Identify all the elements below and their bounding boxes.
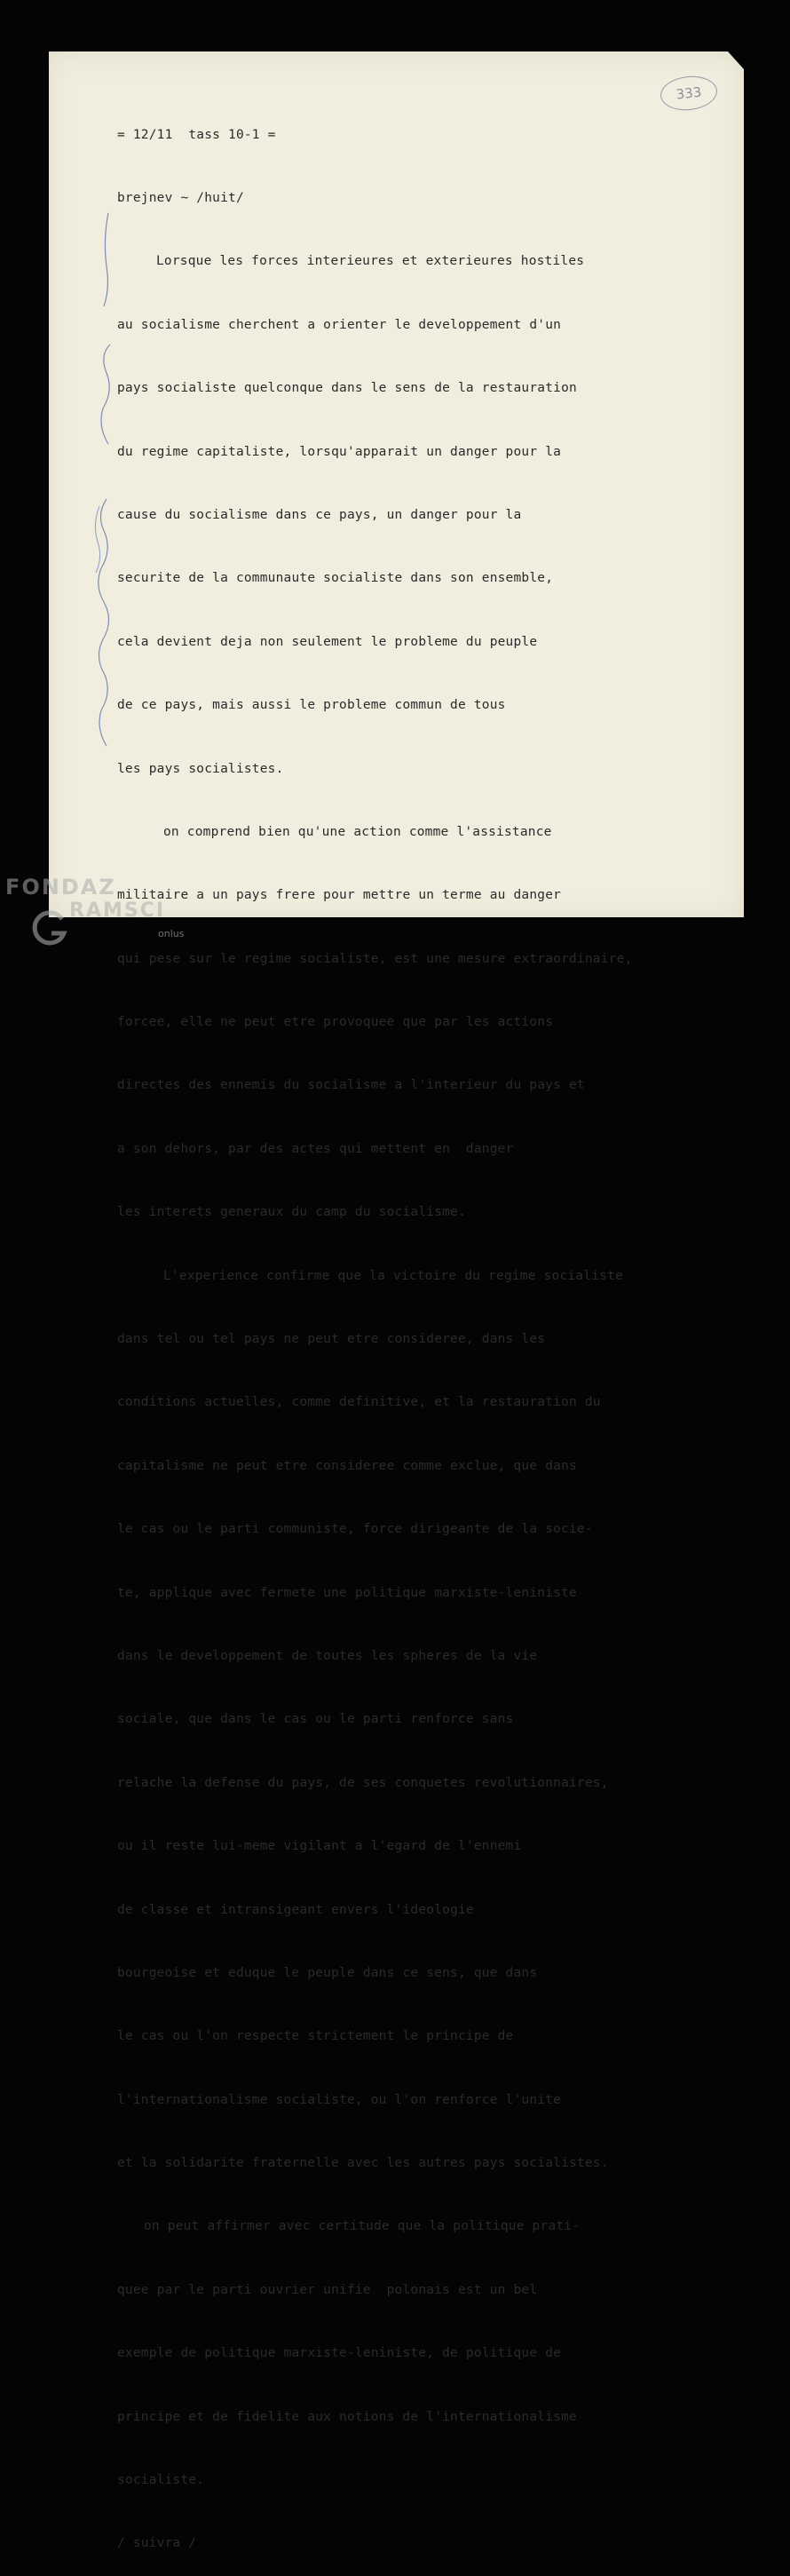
text-line: conditions actuelles, comme definitive, et la restauration du — [117, 1395, 601, 1410]
text-line: principe et de fidelite aux notions de l'internationalisme — [117, 2409, 577, 2424]
text-line: les interets generaux du camp du socialisme. — [117, 1205, 466, 1220]
text-line: au socialisme cherchent a orienter le developpement d'un — [117, 317, 562, 332]
text-line: L'experience confirme que la victoire du regime socialiste — [163, 1268, 623, 1283]
text-line: dans tel ou tel pays ne peut etre consideree, dans les — [117, 1332, 546, 1347]
text-line: et la solidarite fraternelle avec les autres pays socialistes. — [117, 2156, 609, 2171]
text-line: pays socialiste quelconque dans le sens de la restauration — [117, 381, 577, 396]
text-line: cause du socialisme dans ce pays, un danger pour la — [117, 507, 522, 522]
text-line: socialiste. — [117, 2473, 205, 2488]
margin-pen-marks — [0, 0, 790, 959]
watermark-tagline: onlus — [158, 928, 185, 939]
text-line: les pays socialistes. — [117, 761, 284, 776]
text-line: on peut affirmer avec certitude que la politique prati- — [144, 2219, 581, 2234]
text-line: du regime capitaliste, lorsqu'apparait un danger pour la — [117, 444, 562, 459]
text-line: exemple de politique marxiste-leniniste, de politique de — [117, 2346, 562, 2361]
text-line: capitalisme ne peut etre consideree comme exclue, que dans — [117, 1458, 577, 1473]
text-line: relache la defense du pays, de ses conquetes revolutionnaires, — [117, 1775, 609, 1790]
header-line: = 12/11 tass 10-1 = — [117, 127, 276, 142]
text-line: securite de la communaute socialiste dans son ensemble, — [117, 571, 554, 586]
text-line: l'internationalisme socialiste, ou l'on renforce l'unite — [117, 2092, 562, 2107]
text-line: bourgeoise et eduque le peuple dans ce sens, que dans — [117, 1965, 538, 1980]
margin-bracket-3 — [99, 499, 109, 746]
footer-line: / suivra / — [117, 2536, 197, 2551]
text-line: le cas ou l'on respecte strictement le principe de — [117, 2029, 514, 2044]
archive-watermark — [0, 875, 204, 959]
text-line: qui pese sur le regime socialiste, est une mesure extraordinaire, — [117, 951, 633, 966]
text-line: de classe et intransigeant envers l'ideologie — [117, 1902, 474, 1917]
watermark-g-logo-icon — [30, 908, 71, 949]
text-line: te, applique avec fermete une politique marxiste-leniniste — [117, 1585, 577, 1600]
margin-bracket-3b — [95, 506, 99, 573]
text-line: de ce pays, mais aussi le probleme commun de tous — [117, 698, 506, 713]
text-line: forcee, elle ne peut etre provoquee que par les actions — [117, 1015, 554, 1030]
text-line: on comprend bien qu'une action comme l'assistance — [163, 824, 552, 839]
text-line: sociale, que dans le cas ou le parti renforce sans — [117, 1712, 514, 1727]
text-line: le cas ou le parti communiste, force dirigeante de la socie- — [117, 1522, 593, 1537]
text-line: a son dehors, par des actes qui mettent en danger — [117, 1141, 514, 1156]
text-line: quee par le parti ouvrier unifie polonais est un bel — [117, 2282, 538, 2297]
watermark-line1: FONDAZ — [5, 875, 116, 900]
text-line: dans le developpement de toutes les spheres de la vie — [117, 1648, 538, 1663]
text-line: cela devient deja non seulement le probleme du peuple — [117, 634, 538, 649]
text-line: ou il reste lui-meme vigilant a l'egard de l'ennemi — [117, 1839, 522, 1854]
margin-bracket-1 — [104, 213, 108, 306]
text-line: directes des ennemis du socialisme a l'interieur du pays et — [117, 1078, 585, 1093]
watermark-line2: RAMSCI — [69, 900, 166, 922]
margin-bracket-2 — [101, 345, 110, 444]
subheader-line: brejnev ~ /huit/ — [117, 190, 244, 205]
text-line: Lorsque les forces interieures et exterieures hostiles — [156, 254, 585, 269]
text-line: militaire a un pays frere pour mettre un terme au danger — [117, 888, 562, 903]
stamp-number: 333 — [675, 83, 703, 103]
